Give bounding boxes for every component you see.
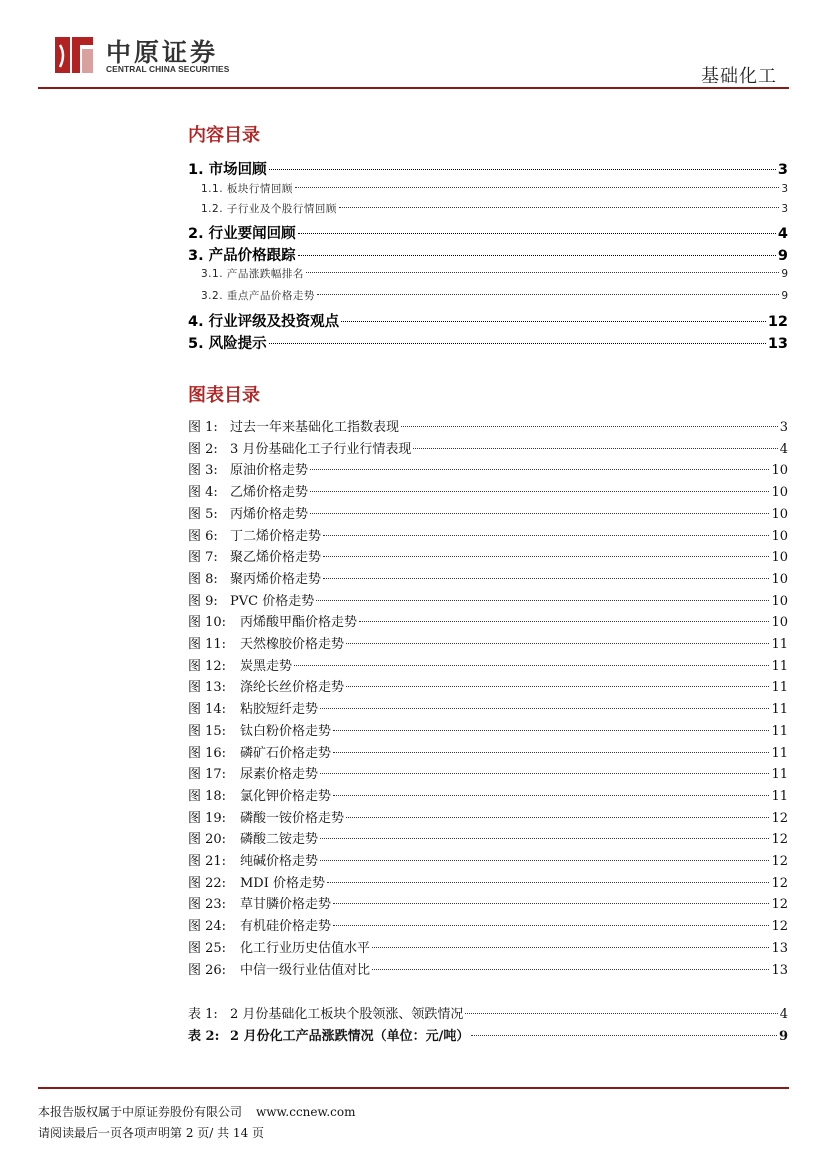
dot-leader [317,294,779,295]
figure-entry[interactable] [188,872,788,890]
footer-copyright: 本报告版权属于中原证券股份有限公司 [38,1105,243,1119]
dot-leader [346,643,769,644]
figure-entry[interactable] [188,590,788,608]
figure-entry-text: 聚乙烯价格走势 [230,550,322,566]
footer-copyright-line [38,1103,355,1120]
toc-entry[interactable] [188,244,788,264]
figure-entry[interactable] [188,698,788,716]
figure-entry-page-number: 10 [771,550,788,566]
figure-entry-label [188,698,318,717]
figure-entry-label [188,590,314,609]
dot-leader [372,969,769,970]
toc-entry-label: 2. 行业要闻回顾 [188,226,296,242]
figure-entry-number: 图 23: [188,897,227,913]
dot-leader [320,860,769,861]
figure-entry-text: 中信一级行业估值对比 [240,962,371,978]
toc-entry-page-number: 13 [767,336,788,352]
dot-leader [346,686,769,687]
figure-entry-page-number: 10 [771,593,788,609]
figure-entry-page-number: 10 [771,615,788,631]
figure-entry-page-number: 10 [771,506,788,522]
figure-entry-label [188,525,321,544]
dot-leader [333,903,769,904]
toc-entry-page-number: 9 [777,248,788,264]
toc-entry[interactable] [188,310,788,330]
company-name-cn: 中原证券 [106,38,219,67]
figure-entry-text: 丙烯酸甲酯价格走势 [240,615,358,631]
footer-disclaimer: 请阅读最后一页各项声明第 2 页/ 共 14 页 [38,1126,265,1140]
dot-leader [359,621,769,622]
figure-entry-label [188,785,331,804]
company-logo [52,33,252,77]
dot-leader [339,207,779,208]
dot-leader [333,752,769,753]
table-entry-label [188,1003,463,1022]
figure-entry-text: 丙烯价格走势 [230,506,309,522]
figure-entry-text: 炭黑走势 [240,658,293,674]
toc-entry-label: 3.2. 重点产品价格走势 [201,290,315,302]
toc-entry-label: 1.2. 子行业及个股行情回顾 [201,203,337,215]
figure-entry-label [188,828,318,847]
dot-leader [471,1035,777,1036]
figure-entry-page-number: 11 [771,658,788,674]
figure-entry-page-number: 11 [771,767,788,783]
figure-entry-text: 原油价格走势 [230,463,309,479]
toc-entry[interactable] [188,332,788,352]
figure-entry[interactable] [188,676,788,694]
figure-entry-label [188,611,357,630]
figure-entry-text: 钛白粉价格走势 [240,723,332,739]
figure-entry-number: 图 8: [188,571,218,587]
figure-entry-text: 3 月份基础化工子行业行情表现 [230,441,412,457]
figure-entry-label [188,742,331,761]
figure-entry-number: 图 9: [188,593,218,609]
figure-entry-page-number: 12 [771,897,788,913]
figure-entry[interactable] [188,959,788,977]
figure-entry[interactable] [188,850,788,868]
toc-heading: 内容目录 [188,125,260,146]
table-entry-text: 2 月份化工产品涨跌情况（单位：元/吨） [230,1029,470,1044]
figure-entry-number: 图 2: [188,441,218,457]
toc-entry-label: 5. 风险提示 [188,336,267,352]
figure-entry-number: 图 6: [188,528,218,544]
footer-url-link[interactable]: www.ccnew.com [256,1105,356,1119]
figure-entry[interactable] [188,763,788,781]
table-entry-page-number: 9 [778,1029,788,1044]
figure-entry-text: 聚丙烯价格走势 [230,571,322,587]
figure-entry-number: 图 17: [188,767,227,783]
header-divider [38,87,789,89]
figure-entry-number: 图 11: [188,637,227,652]
dot-leader [413,448,777,449]
figure-entry-text: 涤纶长丝价格走势 [240,680,345,696]
figure-entry-page-number: 11 [771,745,788,761]
figure-entry-label [188,959,370,978]
figure-entry-page-number: 10 [771,571,788,587]
figure-entry-number: 图 18: [188,788,227,804]
figure-entry[interactable] [188,785,788,803]
figure-entry-page-number: 12 [771,919,788,935]
figure-entry-label [188,655,292,674]
dot-leader [323,556,769,557]
figure-entry-page-number: 11 [771,723,788,739]
figure-entry-number: 图 4: [188,485,218,501]
figure-entry-text: 磷矿石价格走势 [240,745,332,761]
table-entry-number: 表 1: [188,1007,218,1022]
dot-leader [327,882,769,883]
dot-leader [320,773,769,774]
figure-entry-number: 图 7: [188,550,218,566]
figure-entry-number: 图 12: [188,658,227,674]
figure-entry-text: 磷酸二铵走势 [240,832,319,848]
dot-leader [306,272,779,273]
company-logo-icon [52,33,96,77]
figure-entry-text: 粘胶短纤走势 [240,702,319,718]
figure-entry-page-number: 10 [771,463,788,479]
figure-entry-number: 图 22: [188,875,227,891]
figure-entry-page-number: 12 [771,854,788,869]
toc-entry-page-number: 3 [781,203,788,215]
figure-entry-page-number: 4 [779,441,788,457]
figure-entry-text: 天然橡胶价格走势 [240,637,345,652]
figure-entry-label [188,937,370,956]
figure-entry-label [188,763,318,782]
dot-leader [310,469,769,470]
figure-entry[interactable] [188,525,788,543]
table-entry-page-number: 4 [779,1007,788,1022]
figure-entry-page-number: 10 [771,485,788,501]
figure-entry-label [188,893,331,912]
figure-entry-text: 磷酸一铵价格走势 [240,810,345,826]
dot-leader [333,730,769,731]
figure-entry-page-number: 3 [779,420,788,435]
figure-entry-number: 图 10: [188,615,227,631]
figure-entry-label [188,720,331,739]
figure-entry-label [188,459,308,478]
figure-entry-number: 图 13: [188,680,227,696]
figure-entry-label [188,872,325,891]
figure-entry-page-number: 13 [771,940,788,956]
dot-leader [295,187,779,188]
figure-entry[interactable] [188,459,788,477]
dot-leader [465,1013,777,1014]
dot-leader [320,838,769,839]
figure-entry-number: 图 24: [188,919,227,935]
figure-entry-number: 图 14: [188,702,227,718]
figure-entry[interactable] [188,915,788,933]
figure-entry-page-number: 11 [771,680,788,696]
toc-entry-page-number: 3 [777,162,788,178]
dot-leader [320,708,769,709]
figure-entry-number: 图 3: [188,463,218,479]
dot-leader [346,817,769,818]
figure-entry-text: 草甘膦价格走势 [240,897,332,913]
toc-entry-label: 4. 行业评级及投资观点 [188,314,340,330]
figure-entry-label [188,850,318,869]
toc-entry-page-number: 12 [767,314,788,330]
figure-entry[interactable] [188,937,788,955]
dot-leader [401,426,778,427]
toc-entry[interactable] [201,201,788,219]
table-entry[interactable] [188,1003,788,1021]
figure-entry-number: 图 16: [188,745,227,761]
footer-divider [38,1087,789,1089]
figure-entry[interactable] [188,828,788,846]
toc-entry[interactable] [188,158,788,178]
toc-entry[interactable] [201,181,788,199]
figure-entry-number: 图 1: [188,420,218,435]
figure-entry-number: 图 20: [188,832,227,848]
figure-entry-page-number: 11 [771,788,788,804]
figure-entry-text: 过去一年来基础化工指数表现 [230,420,400,435]
toc-entry-label: 3.1. 产品涨跌幅排名 [201,268,304,280]
figure-entry-label [188,568,321,587]
toc-entry-page-number: 9 [781,290,788,302]
toc-entry-label: 1.1. 板块行情回顾 [201,183,293,195]
figure-entry[interactable] [188,633,788,651]
figure-entry[interactable] [188,416,788,434]
figure-entry[interactable] [188,611,788,629]
figure-list-heading: 图表目录 [188,385,260,406]
figure-entry-text: MDI 价格走势 [240,875,326,891]
figure-entry-page-number: 11 [771,702,788,718]
toc-entry-label: 3. 产品价格跟踪 [188,248,296,264]
figure-entry-text: 有机硅价格走势 [240,919,332,935]
figure-entry-text: 化工行业历史估值水平 [240,940,371,956]
dot-leader [298,233,776,234]
figure-entry[interactable] [188,742,788,760]
dot-leader [372,947,769,948]
figure-entry[interactable] [188,546,788,564]
figure-entry[interactable] [188,503,788,521]
figure-entry[interactable] [188,807,788,825]
dot-leader [298,255,776,256]
dot-leader [341,321,766,322]
figure-entry-page-number: 11 [771,637,788,652]
figure-entry-label [188,503,308,522]
figure-entry-page-number: 12 [771,875,788,891]
toc-entry-page-number: 9 [781,268,788,280]
figure-entry-text: 丁二烯价格走势 [230,528,322,544]
company-name-en: CENTRAL CHINA SECURITIES [106,64,230,74]
figure-entry[interactable] [188,438,788,456]
dot-leader [294,665,769,666]
dot-leader [333,925,769,926]
dot-leader [323,535,769,536]
figure-entry-label [188,438,411,457]
figure-entry-label [188,807,344,826]
figure-entry-label [188,481,308,500]
figure-entry[interactable] [188,568,788,586]
dot-leader [333,795,769,796]
figure-entry[interactable] [188,655,788,673]
figure-entry-page-number: 12 [771,810,788,826]
figure-entry-label [188,633,344,652]
figure-entry-number: 图 21: [188,854,227,869]
figure-entry-text: 氯化钾价格走势 [240,788,332,804]
dot-leader [269,169,776,170]
figure-entry-text: 尿素价格走势 [240,767,319,783]
figure-entry-page-number: 12 [771,832,788,848]
toc-entry-page-number: 3 [781,183,788,195]
figure-entry-text: 纯碱价格走势 [240,854,319,869]
dot-leader [323,578,769,579]
dot-leader [269,343,766,344]
dot-leader [310,513,769,514]
figure-entry[interactable] [188,481,788,499]
toc-entry[interactable] [201,266,788,284]
figure-entry-number: 图 19: [188,810,227,826]
table-entry-number: 表 2: [188,1029,220,1044]
figure-entry-text: 乙烯价格走势 [230,485,309,501]
toc-entry[interactable] [201,288,788,306]
figure-entry[interactable] [188,720,788,738]
dot-leader [316,600,769,601]
dot-leader [310,491,769,492]
table-entry-label [188,1025,469,1044]
figure-entry-number: 图 25: [188,940,227,956]
figure-entry-label [188,676,344,695]
figure-entry-page-number: 13 [771,962,788,978]
figure-entry-number: 图 26: [188,962,227,978]
figure-entry-number: 图 5: [188,506,218,522]
table-entry-text: 2 月份基础化工板块个股领涨、领跌情况 [230,1007,464,1022]
figure-entry-page-number: 10 [771,528,788,544]
figure-entry[interactable] [188,893,788,911]
figure-entry-label [188,915,331,934]
toc-entry-label: 1. 市场回顾 [188,162,267,178]
figure-entry-label [188,546,321,565]
figure-entry-label [188,416,399,435]
figure-entry-number: 图 15: [188,723,227,739]
section-title: 基础化工 [701,66,777,87]
toc-entry-page-number: 4 [777,226,788,242]
figure-entry-text: PVC 价格走势 [230,593,315,609]
toc-entry[interactable] [188,222,788,242]
table-entry[interactable] [188,1025,788,1043]
